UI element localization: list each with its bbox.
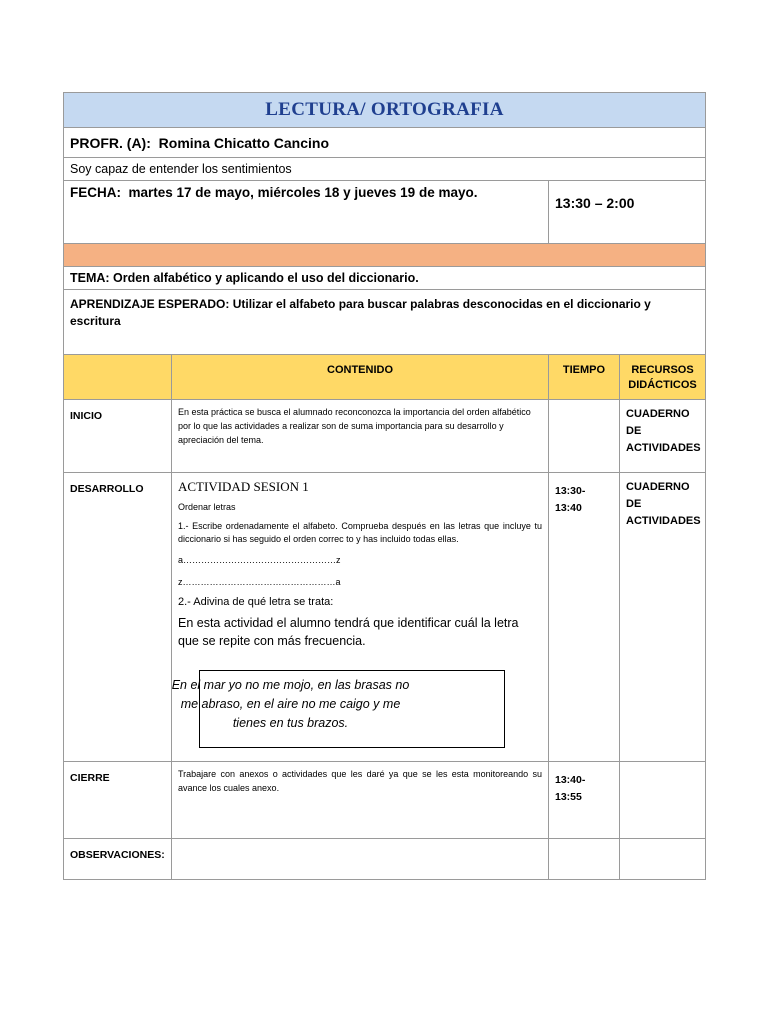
observaciones-recursos <box>620 839 706 880</box>
lesson-plan-table <box>63 92 706 880</box>
observaciones-content <box>172 839 549 880</box>
activity-title: ACTIVIDAD SESION 1 <box>178 479 309 494</box>
date-label: FECHA: <box>70 185 121 200</box>
cierre-tiempo: 13:40- 13:55 <box>549 762 620 839</box>
orange-separator <box>64 244 706 267</box>
observaciones-label: OBSERVACIONES: <box>64 839 172 880</box>
header-blank <box>64 355 172 400</box>
expected-learning: APRENDIZAJE ESPERADO: Utilizar el alfabeto para buscar palabras desconocidas en el diccionario y escritura <box>64 290 706 355</box>
table-row-cierre <box>64 762 706 839</box>
inicio-text: En esta práctica se busca el alumnado reconconozca la importancia del orden alfabético por lo que las actividades a realizar son de suma importancia para su desarrollo y apreciación del tema. <box>172 400 549 473</box>
alphabet-line-za: z……………………………………………a <box>178 577 341 587</box>
observaciones-tiempo <box>549 839 620 880</box>
riddle-instruction: 2.- Adivina de qué letra se trata: <box>178 596 334 608</box>
schedule-time: 13:30 – 2:00 <box>549 181 706 244</box>
cierre-text: Trabajare con anexos o actividades que les daré ya que se les esta monitoreando su avance los cuales anexo. <box>172 762 549 839</box>
activity-note: En esta actividad el alumno tendrá que identificar cuál la letra que se repite con más frecuencia. <box>178 616 519 648</box>
table-row-observaciones <box>64 839 706 880</box>
page-title: LECTURA/ ORTOGRAFIA <box>64 93 706 128</box>
table-row-inicio <box>64 400 706 473</box>
riddle-text: En el mar yo no me mojo, en las brasas no me abraso, en el aire no me caigo y me tienes en tus brazos. <box>171 678 410 730</box>
inicio-label: INICIO <box>64 400 172 473</box>
header-contenido: CONTENIDO <box>172 355 549 400</box>
cierre-recursos <box>620 762 706 839</box>
subject-text: Soy capaz de entender los sentimientos <box>64 158 706 181</box>
teacher-row <box>64 128 706 158</box>
topic-text: TEMA: Orden alfabético y aplicando el uso del diccionario. <box>64 267 706 290</box>
desarrollo-recursos: CUADERNO DE ACTIVIDADES <box>620 473 706 762</box>
activity-subtitle: Ordenar letras <box>178 502 236 512</box>
desarrollo-label: DESARROLLO <box>64 473 172 762</box>
desarrollo-tiempo: 13:30- 13:40 <box>549 473 620 762</box>
teacher-name: Romina Chicatto Cancino <box>158 134 330 151</box>
alphabet-line-az: a……………………………………………z <box>178 555 341 565</box>
header-tiempo: TIEMPO <box>549 355 620 400</box>
inicio-tiempo <box>549 400 620 473</box>
header-recursos: RECURSOS DIDÁCTICOS <box>620 355 706 400</box>
activity-instruction: 1.- Escribe ordenadamente el alfabeto. Comprueba después en las letras que incluye tu diccionario si has seguido el orden correc to y has incluido todas ellas. <box>178 521 542 544</box>
date-value: martes 17 de mayo, miércoles 18 y jueves 19 de mayo. <box>128 185 478 200</box>
teacher-label: PROFR. (A): <box>70 134 151 151</box>
inicio-recursos: CUADERNO DE ACTIVIDADES <box>620 400 706 473</box>
date-cell <box>64 181 549 244</box>
cierre-label: CIERRE <box>64 762 172 839</box>
